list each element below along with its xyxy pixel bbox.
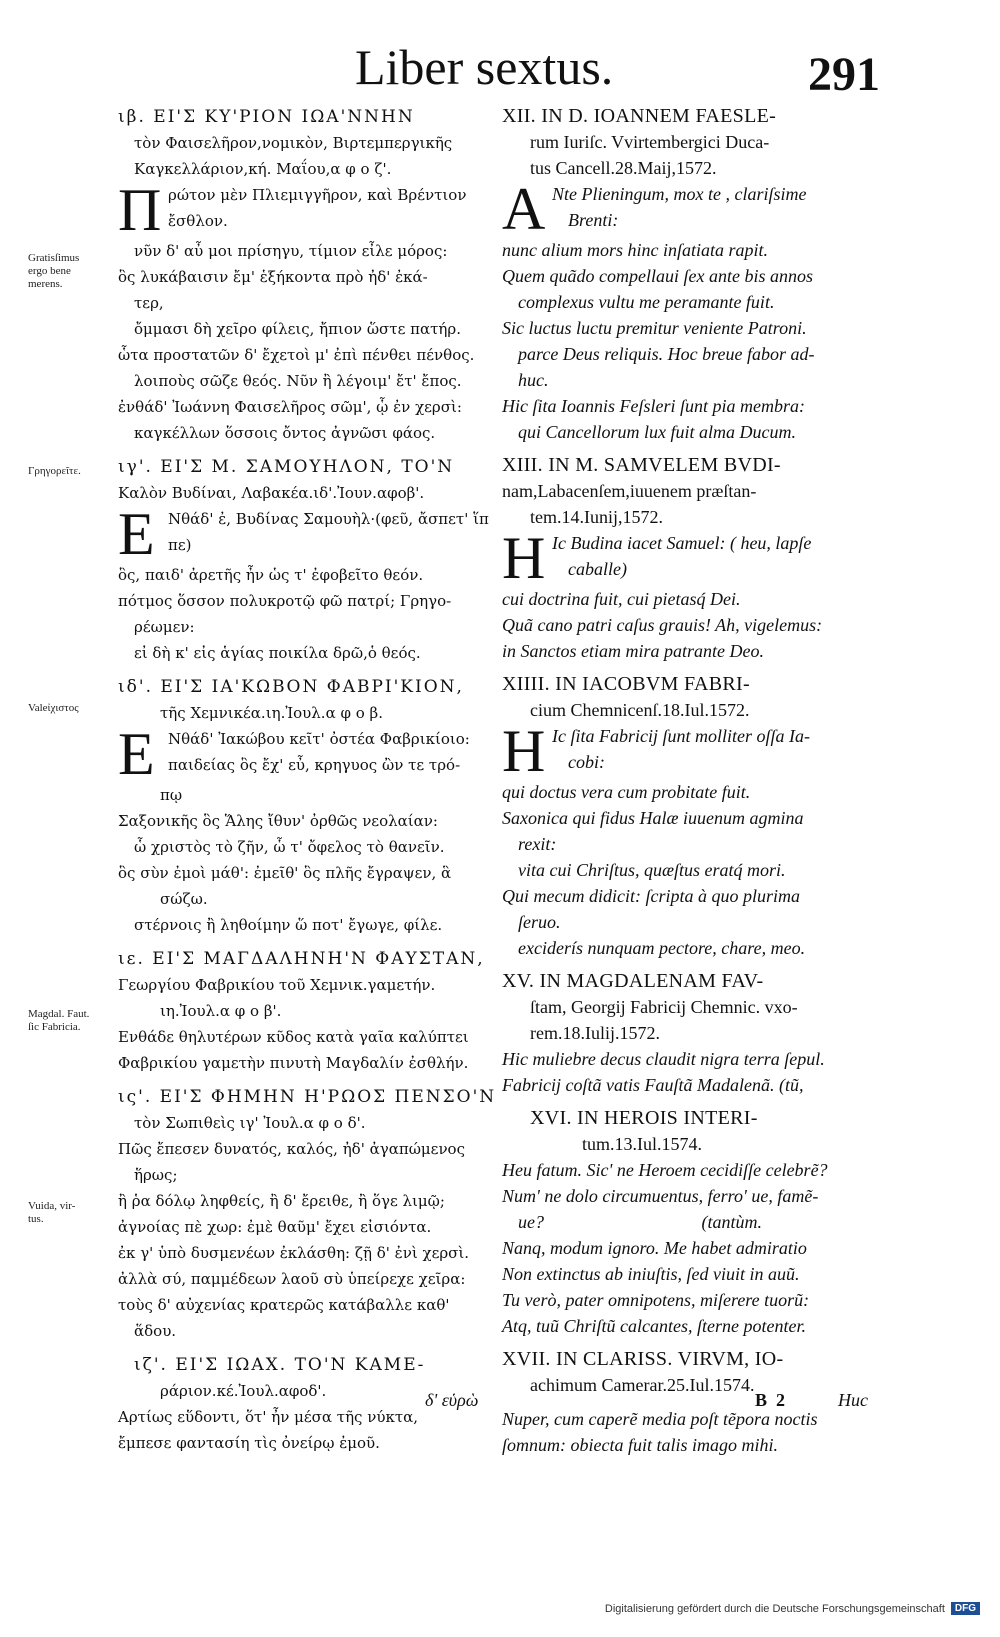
drop-initial: Π: [118, 177, 162, 243]
poem-heading: XV. IN MAGDALENAM FAV-: [502, 970, 764, 992]
verse-line: τερ,: [134, 294, 164, 312]
verse-line: Quã cano patri caſus grauis! Ah, vigelemus:: [502, 615, 823, 635]
poem-heading: XII. IN D. IOANNEM FAESLE-: [502, 105, 777, 127]
verse-line: Ic ſita Fabricij ſunt molliter oſſa Ia-: [552, 726, 810, 746]
verse-line: Saxonica qui fidus Halæ iuuenum agmina: [502, 808, 804, 828]
verse-line: huc.: [518, 370, 549, 390]
poem-subheading: tus Cancell.28.Maij,1572.: [530, 158, 717, 178]
verse-line: ἢ ῥα δόλῳ ληφθείς, ἢ δ' ἔρειθε, ἢ ὅγε λιμῷ;: [118, 1192, 445, 1210]
verse-line: complexus vultu me peramante fuit.: [518, 292, 775, 312]
verse-line: ἔσθλον.: [168, 212, 228, 230]
verse-line: ἅδου.: [134, 1322, 177, 1340]
verse-line: Φαβρικίου γαμετὴν πινυτὴ Μαγδαλίν ἐσθλήν.: [118, 1054, 469, 1072]
verse-line: exciderís nunquam pectore, chare, meo.: [518, 938, 806, 958]
verse-line: Heu fatum. Sic' ne Heroem cecidiſſe celebrẽ?: [502, 1160, 828, 1180]
poem-subheading: nam,Labacenſem,iuuenem præſtan-: [502, 481, 757, 501]
poem-16-latin: [502, 1106, 880, 1339]
poem-17-latin: [502, 1347, 880, 1458]
poem-heading: ιζ'. ΕΙ'Σ ΙΩΑΧ. ΤΟ'Ν ΚΑΜΕ-: [134, 1355, 426, 1375]
verse-line: Tu verò, pater omnipotens, miſerere tuorũ:: [502, 1290, 810, 1310]
poem-heading: ιε. ΕΙ'Σ ΜΑΓΔΑΛΗΝΗ'Ν ΦΑΥΣΤΑΝ,: [118, 949, 485, 969]
verse-line: ρέωμεν:: [134, 618, 195, 636]
poem-subheading: Καλὸν Βυδίναι, Λαβακέα.ιδ'.Ἰουν.αφοβ'.: [118, 484, 425, 502]
initial-block: [118, 501, 490, 567]
verse-line: Σαξονικῆς ὃς Ἅλης ἴθυν' ὀρθῶς νεολαίαν:: [118, 812, 438, 830]
margin-note-line: ergo bene: [28, 265, 71, 277]
poem-12-greek: [118, 104, 490, 446]
poem-13-greek: [118, 454, 490, 666]
verse-line: ue? (tantùm.: [518, 1212, 762, 1232]
verse-line: ὧτα προστατῶν δ' ἔχετοὶ μ' ἐπὶ πένθει πένθος.: [118, 346, 475, 364]
catchword-right: Huc: [838, 1390, 868, 1410]
verse-line: ſomnum: obiecta fuit talis imago mihi.: [502, 1435, 778, 1455]
verse-line: νῦν δ' αὖ μοι πρίσηγυ, τίμιον εἶλε μόρος:: [134, 242, 448, 260]
verse-line: cui doctrina fuit, cui pietasq́ Dei.: [502, 589, 741, 609]
poem-subheading: achimum Camerar.25.Iul.1574.: [530, 1375, 755, 1395]
drop-initial: A: [502, 176, 546, 242]
verse-line: ὧ χριστὸς τὸ ζῆν, ὧ τ' ὄφελος τὸ θανεῖν.: [134, 838, 445, 856]
greek-column: [118, 104, 497, 1456]
verse-line: Ενθάδε θηλυτέρων κῦδος κατὰ γαῖα καλύπτει: [118, 1028, 469, 1046]
verse-line: qui doctus vera cum probitate fuit.: [502, 782, 751, 802]
poem-subheading: τὸν Φαισελῆρον,νομικὸν, Βιρτεμπεργικῆς: [134, 134, 453, 152]
poem-subheading: τῆς Χεμνικέα.ιη.Ἰουλ.α φ ο β.: [160, 704, 383, 722]
verse-line: ρώτον μὲν Πλιεμιγγῆρον, καὶ Βρέντιον: [168, 186, 467, 204]
poem-heading: ις'. ΕΙ'Σ ΦΗΜΗΝ Η'ΡΩΟΣ ΠΕΝΣΟ'Ν: [118, 1087, 497, 1107]
poem-15-latin: [502, 969, 880, 1098]
verse-line: Πῶς ἔπεσεν δυνατός, καλός, ἠδ' ἀγαπώμενος: [118, 1140, 465, 1158]
verse-line: Hic ſita Ioannis Feſsleri ſunt pia membra:: [502, 396, 805, 416]
verse-line: nunc alium mors hinc inſatiata rapit.: [502, 240, 769, 260]
verse-line: vita cui Chriſtus, quæſtus eratq́ mori.: [518, 860, 786, 880]
poem-subheading: ιη.Ἰουλ.α φ ο β'.: [160, 1002, 282, 1020]
verse-line: ἐνθάδ' Ἰωάννη Φαισελῆρος σῶμ', ᾧ ἐν χερσὶ:: [118, 398, 462, 416]
drop-initial: H: [502, 718, 546, 784]
verse-line: Ic Budina iacet Samuel: ( heu, lapſe: [552, 533, 812, 553]
poem-13-latin: [502, 453, 880, 664]
poem-heading: ιβ. ΕΙ'Σ ΚΥ'ΡΙΟΝ ΙΩΑ'ΝΝΗΝ: [118, 107, 415, 127]
verse-line: ἥρως;: [134, 1166, 178, 1184]
initial-block: [118, 721, 490, 787]
drop-initial: H: [502, 525, 546, 591]
margin-note-line: Magdal. Faut.: [28, 1008, 90, 1020]
verse-line: Brenti:: [568, 210, 619, 230]
verse-line: ἔμπεσε φαντασίη τὶς ὀνείρῳ ἐμοῦ.: [118, 1434, 380, 1452]
verse-line: πῳ: [160, 786, 183, 804]
verse-line: Atq, tuũ Chriſtũ calcantes, ſterne potenter.: [502, 1316, 806, 1336]
initial-block: [502, 525, 880, 591]
verse-line: Quem quãdo compellaui ſex ante bis annos: [502, 266, 813, 286]
poem-subheading: rum Iuriſc. Vvirtembergici Duca-: [530, 132, 770, 152]
verse-line: Non extinctus ab iniuſtis, ſed viuit in auũ.: [502, 1264, 800, 1284]
poem-16-greek: [118, 1084, 497, 1344]
verse-line: ſeruo.: [518, 912, 561, 932]
dfg-logo: DFG: [951, 1602, 980, 1615]
verse-line: Νθάδ' ἐ, Βυδίνας Σαμουὴλ·(φεῦ, ἄσπετ' ἵπ: [168, 510, 489, 528]
verse-line: παιδείας ὃς ἔχ' εὖ, κρηγυος ὢν τε τρό-: [168, 756, 461, 774]
verse-line: Fabricij coſtã vatis Fauſtã Madalenã. (tũ,: [502, 1075, 804, 1095]
initial-block: [502, 718, 880, 784]
verse-line: τοὺς δ' αὐχενίας κρατερῶς κατάβαλλε καθ': [118, 1296, 450, 1314]
verse-line: εἰ δὴ κ' εἰς ἁγίας ποικίλα δρῶ,ὁ θεός.: [134, 644, 421, 662]
verse-line: Νθάδ' Ἰακώβου κεῖτ' ὀστέα Φαβρικίοιο:: [168, 730, 470, 748]
verse-line: στέρνοις ἢ ληθοίμην ὥ ποτ' ἔγωγε, φίλε.: [134, 916, 443, 934]
verse-line: Nuper, cum caperẽ media poſt tẽpora noctis: [502, 1409, 818, 1429]
verse-line: ὃς σὺν ἐμοὶ μάθ': ἐμεῖθ' ὃς πλῆς ἔγραψεν, ἃ: [118, 864, 452, 882]
margin-note-line: tus.: [28, 1213, 44, 1225]
margin-note-line: Gratisſimus: [28, 252, 80, 264]
poem-heading: XVII. IN CLARISS. VIRVM, IO-: [502, 1348, 784, 1370]
poem-subheading: ράριον.κέ.Ἰουλ.αφοδ'.: [160, 1382, 327, 1400]
verse-line: Num' ne dolo circumuentus, ferro' ue, famẽ-: [502, 1186, 819, 1206]
drop-initial: Ε: [118, 501, 155, 567]
latin-column: [502, 104, 880, 1458]
margin-note: [28, 1200, 118, 1226]
margin-note-line: merens.: [28, 278, 63, 290]
verse-line: πότμος ὅσσον πολυκροτῷ φῶ πατρί; Γρηγο-: [118, 592, 452, 610]
poem-subheading: Καγκελλάριον,κή. Μαΐου,α φ ο ζ'.: [134, 160, 392, 178]
margin-note: [28, 1008, 118, 1034]
verse-line: in Sanctos etiam mira patrante Deo.: [502, 641, 764, 661]
digitization-footer: [605, 1602, 980, 1615]
margin-note: Valeἰχιστος: [28, 702, 79, 714]
margin-note: Γρηγορεῖτε.: [28, 465, 81, 477]
initial-block: [118, 177, 490, 243]
poem-12-latin: [502, 104, 880, 445]
poem-14-greek: [118, 674, 490, 938]
running-head: Liber sextus.: [355, 39, 614, 95]
poem-subheading: Γεωργίου Φαβρικίου τοῦ Χεμνικ.γαμετήν.: [118, 976, 436, 994]
poem-subheading: ſtam, Georgij Fabricij Chemnic. vxo-: [530, 997, 798, 1017]
margin-note: [28, 252, 118, 291]
verse-line: ὄμμασι δὴ χεῖρο φίλεις, ἤπιον ὥστε πατήρ.: [134, 320, 461, 338]
catchword-left: δ' εὑρὼ: [425, 1390, 479, 1410]
poem-subheading: τὸν Σωπιθεὶς ιγ' Ἰουλ.α φ ο δ'.: [134, 1114, 366, 1132]
margin-note-line: ſic Fabricia.: [28, 1021, 81, 1033]
poem-subheading: tum.13.Iul.1574.: [582, 1134, 702, 1154]
poem-heading: XIII. IN M. SAMVELEM BVDI-: [502, 454, 781, 476]
poem-heading: ιγ'. ΕΙ'Σ Μ. ΣΑΜΟΥΗΛΟΝ, ΤΟ'Ν: [118, 457, 455, 477]
verse-line: Qui mecum didicit: ſcripta à quo plurima: [502, 886, 800, 906]
poem-14-latin: [502, 672, 880, 961]
verse-line: Hic muliebre decus claudit nigra terra ſepul.: [502, 1049, 825, 1069]
poem-subheading: cium Chemnicenſ.18.Iul.1572.: [530, 700, 750, 720]
verse-line: Nte Plieningum, mox te , clariſsime: [552, 184, 807, 204]
verse-line: cobi:: [568, 752, 605, 772]
verse-line: ὃς, παιδ' ἀρετῆς ἦν ὡς τ' ἐφοβεῖτο θεόν.: [118, 566, 424, 584]
poem-heading: XVI. IN HEROIS INTERI-: [530, 1107, 758, 1129]
verse-line: σώζω.: [160, 890, 208, 908]
margin-note-line: Vuida, vir-: [28, 1200, 76, 1212]
verse-line: ὃς λυκάβαισιν ἔμ' ἑξήκοντα πρὸ ἠδ' ἐκά-: [118, 268, 428, 286]
verse-line: ἀγνοίας πὲ χωρ: ἐμὲ θαῦμ' ἔχει εἰσιόντα.: [118, 1218, 432, 1236]
verse-line: parce Deus reliquis. Hoc breue fabor ad-: [518, 344, 815, 364]
verse-line: ἀλλὰ σύ, παμμέδεων λαοῦ σὺ ὑπείρεχε χεῖρα:: [118, 1270, 466, 1288]
verse-line: Nanq, modum ignoro. Me habet admiratio: [502, 1238, 807, 1258]
verse-line: Αρτίως εὕδοντι, ὅτ' ἦν μέσα τῆς νύκτα,: [118, 1408, 419, 1426]
page-number: 291: [808, 48, 880, 101]
verse-line: caballe): [568, 559, 627, 579]
poem-heading: ιδ'. ΕΙ'Σ ΙΑ'ΚΩΒΟΝ ΦΑΒΡΙ'ΚΙΟΝ,: [118, 677, 464, 697]
signature-mark: B 2: [755, 1390, 786, 1410]
verse-line: καγκέλλων ὅσσοις ὄντος ἀγνῶσι φάος.: [134, 424, 436, 442]
verse-line: πε): [168, 536, 192, 554]
initial-block: [502, 176, 880, 242]
verse-line: λοιποὺς σῶζε θεός. Νῦν ἢ λέγοιμ' ἔτ' ἔπος.: [134, 372, 462, 390]
poem-heading: XIIII. IN IACOBVM FABRI-: [502, 673, 750, 695]
poem-15-greek: [118, 946, 490, 1076]
verse-line: rexit:: [518, 834, 557, 854]
poem-subheading: rem.18.Iulij.1572.: [530, 1023, 660, 1043]
drop-initial: Ε: [118, 721, 155, 787]
poem-subheading: tem.14.Iunij,1572.: [530, 507, 663, 527]
verse-line: qui Cancellorum lux fuit alma Ducum.: [518, 422, 796, 442]
verse-line: ἐκ γ' ὑπὸ δυσμενέων ἐκλάσθη: ζῇ δ' ἐνὶ χερσὶ.: [118, 1244, 470, 1262]
footer-text: Digitalisierung gefördert durch die Deutsche Forschungsgemeinschaft: [604, 1602, 945, 1615]
verse-line: Sic luctus luctu premitur veniente Patroni.: [502, 318, 807, 338]
